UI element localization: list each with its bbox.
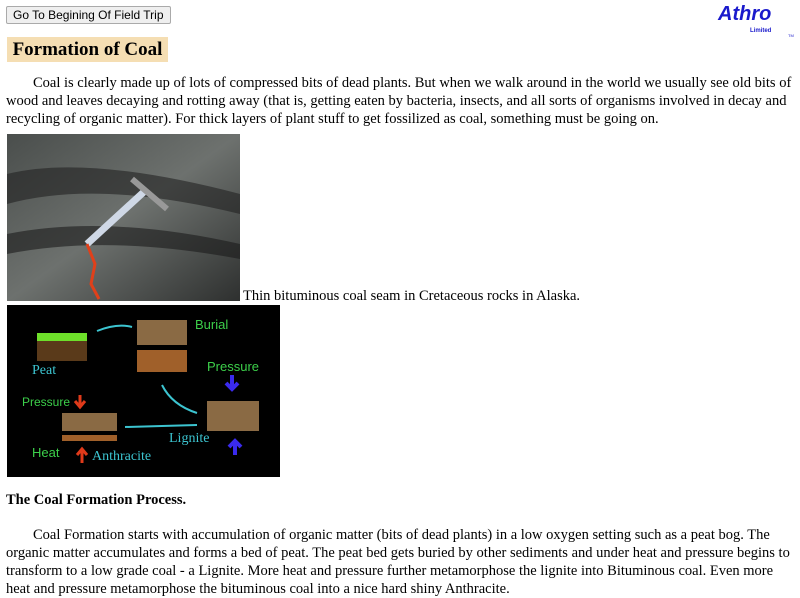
- coal-seam-photo: [7, 134, 240, 301]
- diagram-label-pressure-left: Pressure: [22, 395, 71, 409]
- logo-wordmark: Athro: [718, 3, 772, 25]
- diagram-label-heat: Heat: [32, 445, 60, 460]
- back-to-field-trip-start-button[interactable]: Go To Begining Of Field Trip: [6, 6, 171, 24]
- coal-formation-diagram: [7, 305, 280, 477]
- athro-logo: [714, 2, 798, 38]
- diagram-label-peat: Peat: [32, 363, 57, 378]
- logo-trademark: TM: [788, 33, 794, 38]
- diagram-label-lignite: Lignite: [169, 431, 210, 446]
- logo-subtitle: Limited: [750, 28, 772, 34]
- diagram-label-pressure-right: Pressure: [207, 359, 260, 374]
- intro-paragraph: Coal is clearly made up of lots of compressed bits of dead plants. But when we walk around in the world we usually see old bits of wood and leaves decaying and rotting away (that is, getting eaten by bacteria, insects, and all sorts of organisms involved in decay and recycling of organic matter). For thick layers of plant stuff to get fossilized as coal, something must be going on.: [6, 75, 792, 127]
- section-heading: The Coal Formation Process.: [6, 492, 187, 508]
- diagram-label-burial: Burial: [195, 317, 229, 332]
- photo-caption: Thin bituminous coal seam in Cretaceous rocks in Alaska.: [243, 288, 581, 304]
- process-paragraph: Coal Formation starts with accumulation of organic matter (bits of dead plants) in a low oxygen setting such as a peat bog. The organic matter accumulates and forms a bed of peat. The peat bed gets buried by other sediments and under heat and pressure begins to transform to a low grade coal - a Lignite. More heat and pressure further metamorphose the lignite into Bituminous coal. Even more heat and pressure metamorphose the bituminous coal into a nice hard shiny Anthracite.: [6, 527, 790, 597]
- page-title: Formation of Coal: [7, 37, 168, 62]
- diagram-label-anthracite: Anthracite: [92, 449, 152, 464]
